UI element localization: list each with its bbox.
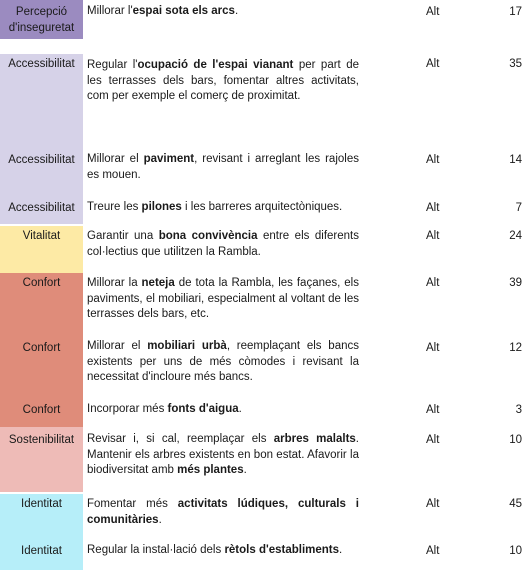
count-cell: 7: [515, 202, 522, 214]
description-emphasis: bona convivència: [158, 230, 258, 242]
description-emphasis: neteja: [141, 277, 175, 289]
priority-cell: Alt: [426, 498, 440, 510]
description-text: per part de les terrasses dels bars, fomentar altres activitats, com per exemple el comerç de proximitat.: [87, 59, 359, 102]
category-cell: Accessibilitat: [8, 202, 75, 214]
description-text: , reemplaçant els bancs existents per uns de més còmodes i revisant la necessitat d'incloure més bancs.: [87, 340, 359, 383]
description-cell: [87, 339, 359, 386]
description-text: .: [234, 5, 239, 17]
priority-cell: Alt: [426, 230, 440, 242]
description-text: .: [238, 403, 242, 415]
category-cell: Vitalitat: [22, 230, 61, 242]
category-cell: Accessibilitat: [8, 58, 75, 70]
description-text: Millorar el: [87, 340, 148, 352]
count-cell: 24: [509, 230, 522, 242]
priority-cell: Alt: [426, 202, 440, 214]
count-cell: 39: [509, 277, 522, 289]
count-cell: 10: [509, 545, 522, 557]
category-cell: Confort: [22, 277, 61, 289]
priority-cell: Alt: [426, 154, 440, 166]
description-text: Regular la instal·lació dels: [87, 544, 225, 556]
description-cell: [87, 432, 359, 479]
category-cell: Identitat: [21, 498, 62, 510]
category-cell: Percepció d'inseguretat: [8, 6, 75, 34]
description-text: i les barreres arquitectòniques.: [181, 201, 343, 213]
description-text: . Mantenir els arbres existents en bon estat. Afavorir la biodiversitat amb: [87, 433, 359, 476]
description-emphasis: espai sota els arcs: [132, 5, 235, 17]
category-block-accessibilitat: [0, 54, 83, 224]
description-emphasis: paviment: [143, 153, 195, 165]
count-cell: 3: [515, 404, 522, 416]
description-emphasis: activitats lúdiques, culturals i comunitàries: [87, 498, 360, 526]
description-emphasis: ocupació de l'espai vianant: [137, 59, 294, 71]
description-text: Millorar l': [87, 5, 133, 17]
priority-cell: Alt: [426, 342, 440, 354]
category-cell: Identitat: [21, 545, 62, 557]
description-cell: [87, 276, 359, 323]
description-cell: [87, 4, 359, 20]
priority-cell: Alt: [426, 434, 440, 446]
description-text: , revisant i arreglant les rajoles es mouen.: [87, 153, 359, 181]
priority-cell: Alt: [426, 58, 440, 70]
priority-cell: Alt: [426, 404, 440, 416]
priority-cell: Alt: [426, 545, 440, 557]
priority-cell: Alt: [426, 277, 440, 289]
description-text: Millorar la: [87, 277, 142, 289]
description-cell: [87, 229, 359, 260]
description-emphasis: fonts d'aigua: [167, 403, 239, 415]
description-text: Incorporar més: [87, 403, 168, 415]
count-cell: 17: [509, 6, 522, 18]
description-text: .: [339, 544, 343, 556]
description-cell: [87, 152, 359, 183]
description-cell: [87, 200, 359, 216]
category-cell: Confort: [22, 404, 61, 416]
description-text: Garantir una: [87, 230, 159, 242]
description-text: Fomentar més: [87, 498, 178, 510]
description-text: Regular l': [87, 59, 138, 71]
description-emphasis: pilones: [141, 201, 182, 213]
description-cell: [87, 497, 359, 528]
description-text: Treure les: [87, 201, 142, 213]
description-text: Revisar i, si cal, reemplaçar els: [87, 433, 274, 445]
description-text: .: [243, 464, 247, 476]
description-emphasis: més plantes: [177, 464, 244, 476]
category-cell: Confort: [22, 342, 61, 354]
description-cell: [87, 58, 359, 105]
description-text: .: [158, 513, 162, 526]
description-text: Millorar el: [87, 153, 144, 165]
count-cell: 12: [509, 342, 522, 354]
description-cell: [87, 402, 359, 418]
description-emphasis: rètols d'establiments: [224, 544, 340, 556]
description-text: entre els diferents col·lectius que utilitzen la Rambla.: [87, 230, 359, 258]
description-emphasis: mobiliari urbà: [147, 340, 227, 352]
priority-cell: Alt: [426, 6, 440, 18]
count-cell: 10: [509, 434, 522, 446]
description-emphasis: arbres malalts: [273, 433, 356, 445]
description-cell: [87, 543, 359, 559]
category-cell: Sostenibilitat: [8, 434, 75, 446]
description-text: de tota la Rambla, les façanes, els paviments, el mobiliari, especialment al voltant de les terrasses dels bars, etc.: [87, 277, 359, 320]
count-cell: 14: [509, 154, 522, 166]
count-cell: 45: [509, 498, 522, 510]
count-cell: 35: [509, 58, 522, 70]
category-cell: Accessibilitat: [8, 154, 75, 166]
